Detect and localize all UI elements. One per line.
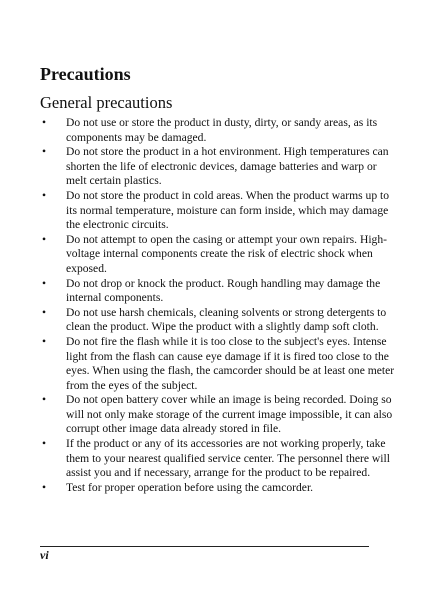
list-item (40, 189, 400, 233)
bullet-icon: • (42, 188, 47, 202)
list-item-text: Do not drop or knock the product. Rough handling may damage the internal components. (66, 276, 381, 305)
bullet-icon: • (42, 116, 47, 129)
list-item (40, 116, 400, 145)
bullet-icon: • (42, 480, 47, 494)
list-item (40, 481, 400, 496)
list-item-text: Do not store the product in cold areas. When the product warms up to its normal temperature, moisture can form inside, which may damage the electronic circuits. (66, 188, 390, 232)
list-item-text: If the product or any of its accessories are not working properly, take them to your nearest qualified service center. The personnel there will assist you and if necessary, arrange for the product to be repaired. (66, 437, 390, 480)
bullet-icon: • (42, 305, 47, 319)
list-item (40, 277, 400, 306)
bullet-icon: • (42, 145, 47, 159)
list-item (40, 393, 400, 437)
page-title: Precautions (40, 64, 131, 84)
list-item-text: Do not open battery cover while an image is being recorded. Doing so will not only make storage of the current image impossible, it can also corrupt other image data already stored in file. (66, 393, 393, 436)
list-item-text: Do not use harsh chemicals, cleaning solvents or strong detergents to clean the product. Wipe the product with a slightly damp soft cloth. (66, 305, 387, 334)
footer-divider (40, 546, 369, 547)
list-item (40, 306, 400, 335)
precautions-list (40, 116, 400, 495)
list-item (40, 335, 400, 393)
list-item-text: Do not fire the flash while it is too close to the subject's eyes. Intense light from the flash can cause eye damage if it is fired too close to the eyes. When using the flash, the camcorder should be at least one meter from the eyes of the subject. (66, 334, 395, 392)
section-heading: General precautions (40, 93, 173, 112)
list-item (40, 233, 400, 277)
bullet-icon: • (42, 393, 47, 407)
list-item (40, 437, 400, 481)
list-item-text: Do not store the product in a hot environment. High temperatures can shorten the life of electronic devices, damage batteries and warp or melt certain plastics. (66, 145, 389, 188)
bullet-icon: • (42, 437, 47, 451)
bullet-icon: • (42, 334, 47, 348)
list-item-text: Do not use or store the product in dusty, dirty, or sandy areas, as its components may be damaged. (66, 116, 378, 144)
list-item-text: Do not attempt to open the casing or attempt your own repairs. High-voltage internal components create the risk of electric shock when exposed. (66, 232, 388, 275)
list-item-text: Test for proper operation before using the camcorder. (66, 480, 314, 494)
bullet-icon: • (42, 232, 47, 246)
page-number: vi (40, 548, 49, 562)
list-item (40, 145, 400, 189)
bullet-icon: • (42, 276, 47, 290)
